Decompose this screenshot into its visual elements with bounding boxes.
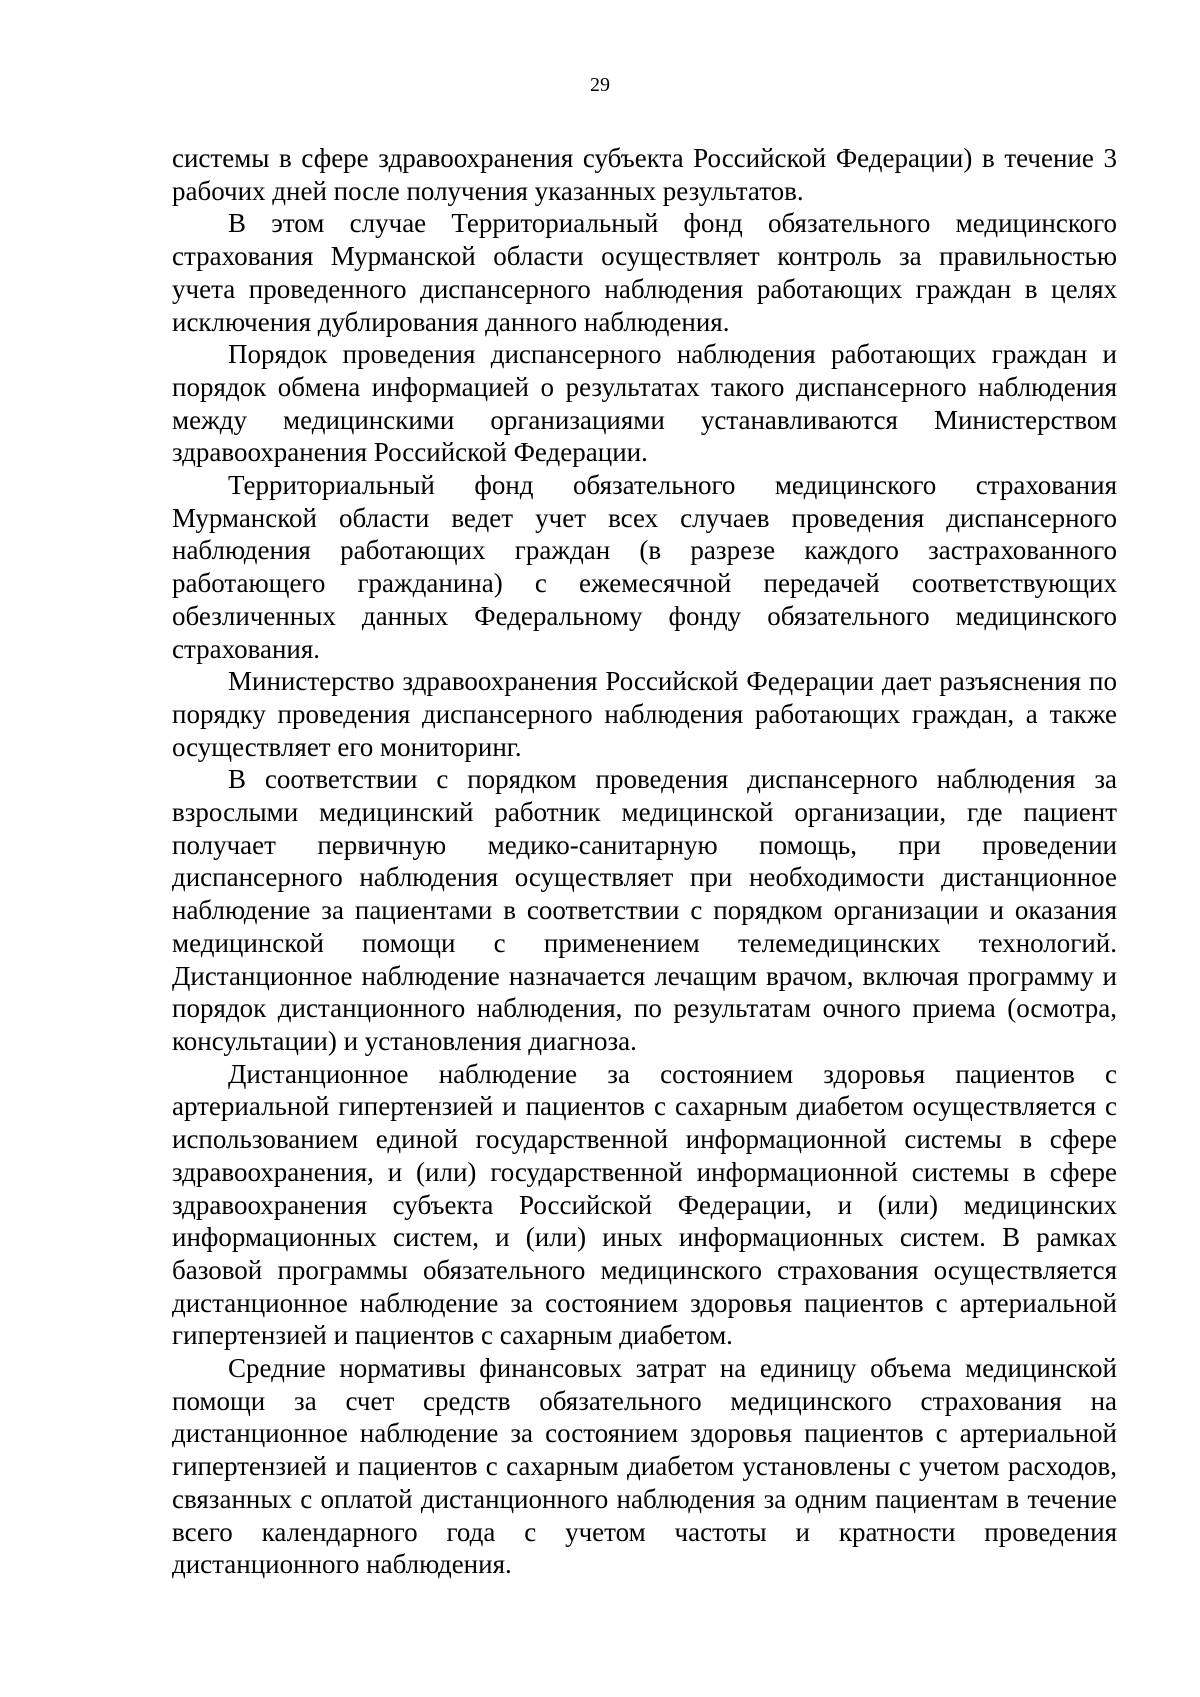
paragraph-remote-observation-systems: Дистанционное наблюдение за состоянием здоровья пациентов с артериальной гипертензией и пациентов с сахарным диабетом осуществляется с использованием единой государственной информационной системы в сфере здравоохранения, и (или) государственной информационной системы в сфере здравоохранения субъекта Российской Федерации, и (или) медицинских информационных систем, и (или) иных информационных систем. В рамках базовой программы обязательного медицинского страхования осуществляется дистанционное наблюдение за состоянием здоровья пациентов с артериальной гипертензией и пациентов с сахарным диабетом. xyxy=(172,1058,1117,1351)
paragraph-financial-standards: Средние нормативы финансовых затрат на единицу объема медицинской помощи за счет средств обязательного медицинского страхования на дистанционное наблюдение за состоянием здоровья пациентов с артериальной гипертензией и пациентов с сахарным диабетом установлены с учетом расходов, связанных с оплатой дистанционного наблюдения за одним пациентам в течение всего календарного года с учетом частоты и кратности проведения дистанционного наблюдения. xyxy=(172,1353,1117,1580)
page-number: 29 xyxy=(590,74,610,96)
paragraph-observation-procedure: Порядок проведения диспансерного наблюдения работающих граждан и порядок обмена информацией о результатах такого диспансерного наблюдения между медицинскими организациями устанавливаются Министерством здравоохранения Российской Федерации. xyxy=(172,339,1117,468)
paragraph-remote-observation-assignment: В соответствии с порядком проведения диспансерного наблюдения за взрослыми медицинский работник медицинской организации, где пациент получает первичную медико-санитарную помощь, при проведении диспансерного наблюдения осуществляет при необходимости дистанционное наблюдение за пациентами в соответствии с порядком организации и оказания медицинской помощи с применением телемедицинских технологий. Дистанционное наблюдение назначается лечащим врачом, включая программу и порядок дистанционного наблюдения, по результатам очного приема (осмотра, консультации) и установления диагноза. xyxy=(172,764,1117,1056)
paragraph-tfoms-accounting: Территориальный фонд обязательного медицинского страхования Мурманской области ведет учет всех случаев проведения диспансерного наблюдения работающих граждан (в разрезе каждого застрахованного работающего гражданина) с ежемесячной передачей соответствующих обезличенных данных Федеральному фонду обязательного медицинского страхования. xyxy=(172,470,1117,664)
paragraph-continuation: системы в сфере здравоохранения субъекта Российской Федерации) в течение 3 рабочих дней после получения указанных результатов. xyxy=(172,143,1117,206)
document-body xyxy=(172,142,1117,1581)
paragraph-tfoms-control: В этом случае Территориальный фонд обязательного медицинского страхования Мурманской области осуществляет контроль за правильностью учета проведенного диспансерного наблюдения работающих граждан в целях исключения дублирования данного наблюдения. xyxy=(172,208,1117,337)
paragraph-ministry-clarifications: Министерство здравоохранения Российской Федерации дает разъяснения по порядку проведения диспансерного наблюдения работающих граждан, а также осуществляет его мониторинг. xyxy=(172,666,1117,762)
